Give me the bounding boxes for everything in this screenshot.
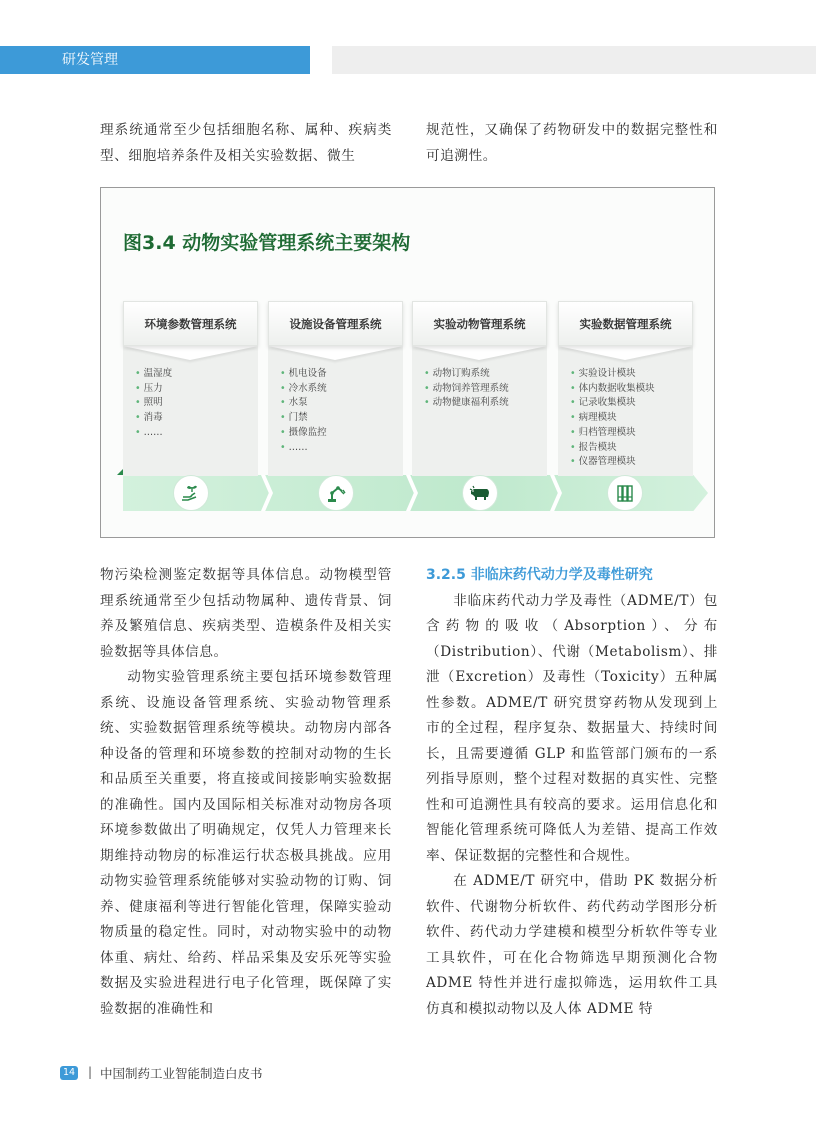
paragraph: 物污染检测鉴定数据等具体信息。动物模型管理系统通常至少包括动物属种、遗传背景、饲养及繁殖信息、疾病类型、造模条件及相关实验数据等具体信息。 xyxy=(100,567,392,660)
robot-arm-icon xyxy=(318,475,354,511)
list-item: • 动物饲养管理系统 xyxy=(424,382,509,397)
binders-icon xyxy=(607,475,643,511)
list-item: • 摄像监控 xyxy=(280,426,327,441)
module-animals xyxy=(412,301,547,476)
book-title: 中国制药工业智能制造白皮书 xyxy=(100,1066,263,1081)
hand-sprout-icon xyxy=(173,475,209,511)
module-title: 设施设备管理系统 xyxy=(268,301,403,346)
list-item: • 温湿度 xyxy=(135,367,172,382)
module-items xyxy=(570,367,655,470)
paragraph: 理系统通常至少包括细胞名称、属种、疾病类型、细胞培养条件及相关实验数据、微生 xyxy=(100,122,392,164)
paragraph: 规范性，又确保了药物研发中的数据完整性和可追溯性。 xyxy=(426,122,718,164)
list-item: • 报告模块 xyxy=(570,441,655,456)
page-number: 14 xyxy=(60,1066,78,1080)
list-item: • 冷水系统 xyxy=(280,382,327,397)
text-right-top xyxy=(426,118,718,169)
paragraph: 动物实验管理系统主要包括环境参数管理系统、设施设备管理系统、实验动物管理系统、实验数据管理系统等模块。动物房内部各种设备的管理和环境参数的控制对动物的生长和品质至关重要，将直接或间接影响实验数据的准确性。国内及国际相关标准对动物房各项环境参数做出了明确规定，仅凭人力管理来长期维持动物房的标准运行状态极具挑战。应用动物实验管理系统能够对实验动物的订购、饲养、健康福利等进行智能化管理，保障实验动物质量的稳定性。同时，对动物实验中的动物体重、病灶、给药、样品采集及安乐死等实验数据及实验进程进行电子化管理，既保障了实验数据的准确性和 xyxy=(100,669,392,1017)
module-facility xyxy=(268,301,403,476)
module-environment xyxy=(123,301,258,476)
section-title: 研发管理 xyxy=(62,52,118,68)
module-title: 环境参数管理系统 xyxy=(123,301,258,346)
footer-separator: | xyxy=(88,1065,93,1079)
list-item: • 机电设备 xyxy=(280,367,327,382)
list-item: • 动物健康福利系统 xyxy=(424,396,509,411)
list-item: • 水泵 xyxy=(280,396,327,411)
list-item: • 体内数据收集模块 xyxy=(570,382,655,397)
module-items xyxy=(135,367,172,441)
figure-architecture xyxy=(100,187,715,538)
text-left-bottom xyxy=(100,563,392,1022)
paragraph: 非临床药代动力学及毒性（ADME/T）包含药物的吸收（Absorption）、分布（Distribution）、代谢（Metabolism）、排泄（Excretion）及毒性（Toxicity）五种属性参数。ADME/T 研究贯穿药物从发现到上市的全过程，程序复杂、数据量大、持续时间长，且需要遵循 GLP 和监管部门颁布的一系列指导原则，整个过程对数据的真实性、完整性和可追溯性具有较高的要求。运用信息化和智能化管理系统可降低人为差错、提高工作效率、保证数据的完整性和合规性。 xyxy=(426,592,718,864)
list-item: • …… xyxy=(280,441,327,456)
module-items xyxy=(280,367,327,455)
list-item: • 仪器管理模块 xyxy=(570,455,655,470)
list-item: • 病理模块 xyxy=(570,411,655,426)
list-item: • …… xyxy=(135,426,172,441)
module-items xyxy=(424,367,509,411)
module-data xyxy=(558,301,693,476)
figure-title: 图3.4 动物实验管理系统主要架构 xyxy=(123,232,411,254)
module-title: 实验动物管理系统 xyxy=(412,301,547,346)
paragraph: 在 ADME/T 研究中，借助 PK 数据分析软件、代谢物分析软件、药代药动学图形分析软件、药代动力学建模和模型分析软件等专业工具软件，可在化合物筛选早期预测化合物 ADME 特性并进行虚拟筛选，运用软件工具仿真和模拟动物以及人体 ADME 特 xyxy=(426,873,718,1017)
list-item: • 动物订购系统 xyxy=(424,367,509,382)
list-item: • 记录收集模块 xyxy=(570,396,655,411)
list-item: • 照明 xyxy=(135,396,172,411)
list-item: • 压力 xyxy=(135,382,172,397)
header-grey-bar xyxy=(332,46,816,74)
module-title: 实验数据管理系统 xyxy=(558,301,693,346)
text-right-bottom xyxy=(426,563,718,1022)
list-item: • 实验设计模块 xyxy=(570,367,655,382)
list-item: • 门禁 xyxy=(280,411,327,426)
text-left-top xyxy=(100,118,392,169)
list-item: • 归档管理模块 xyxy=(570,426,655,441)
list-item: • 消毒 xyxy=(135,411,172,426)
section-heading: 3.2.5 非临床药代动力学及毒性研究 xyxy=(426,567,653,583)
header-bar xyxy=(0,46,310,74)
cow-icon xyxy=(462,475,498,511)
